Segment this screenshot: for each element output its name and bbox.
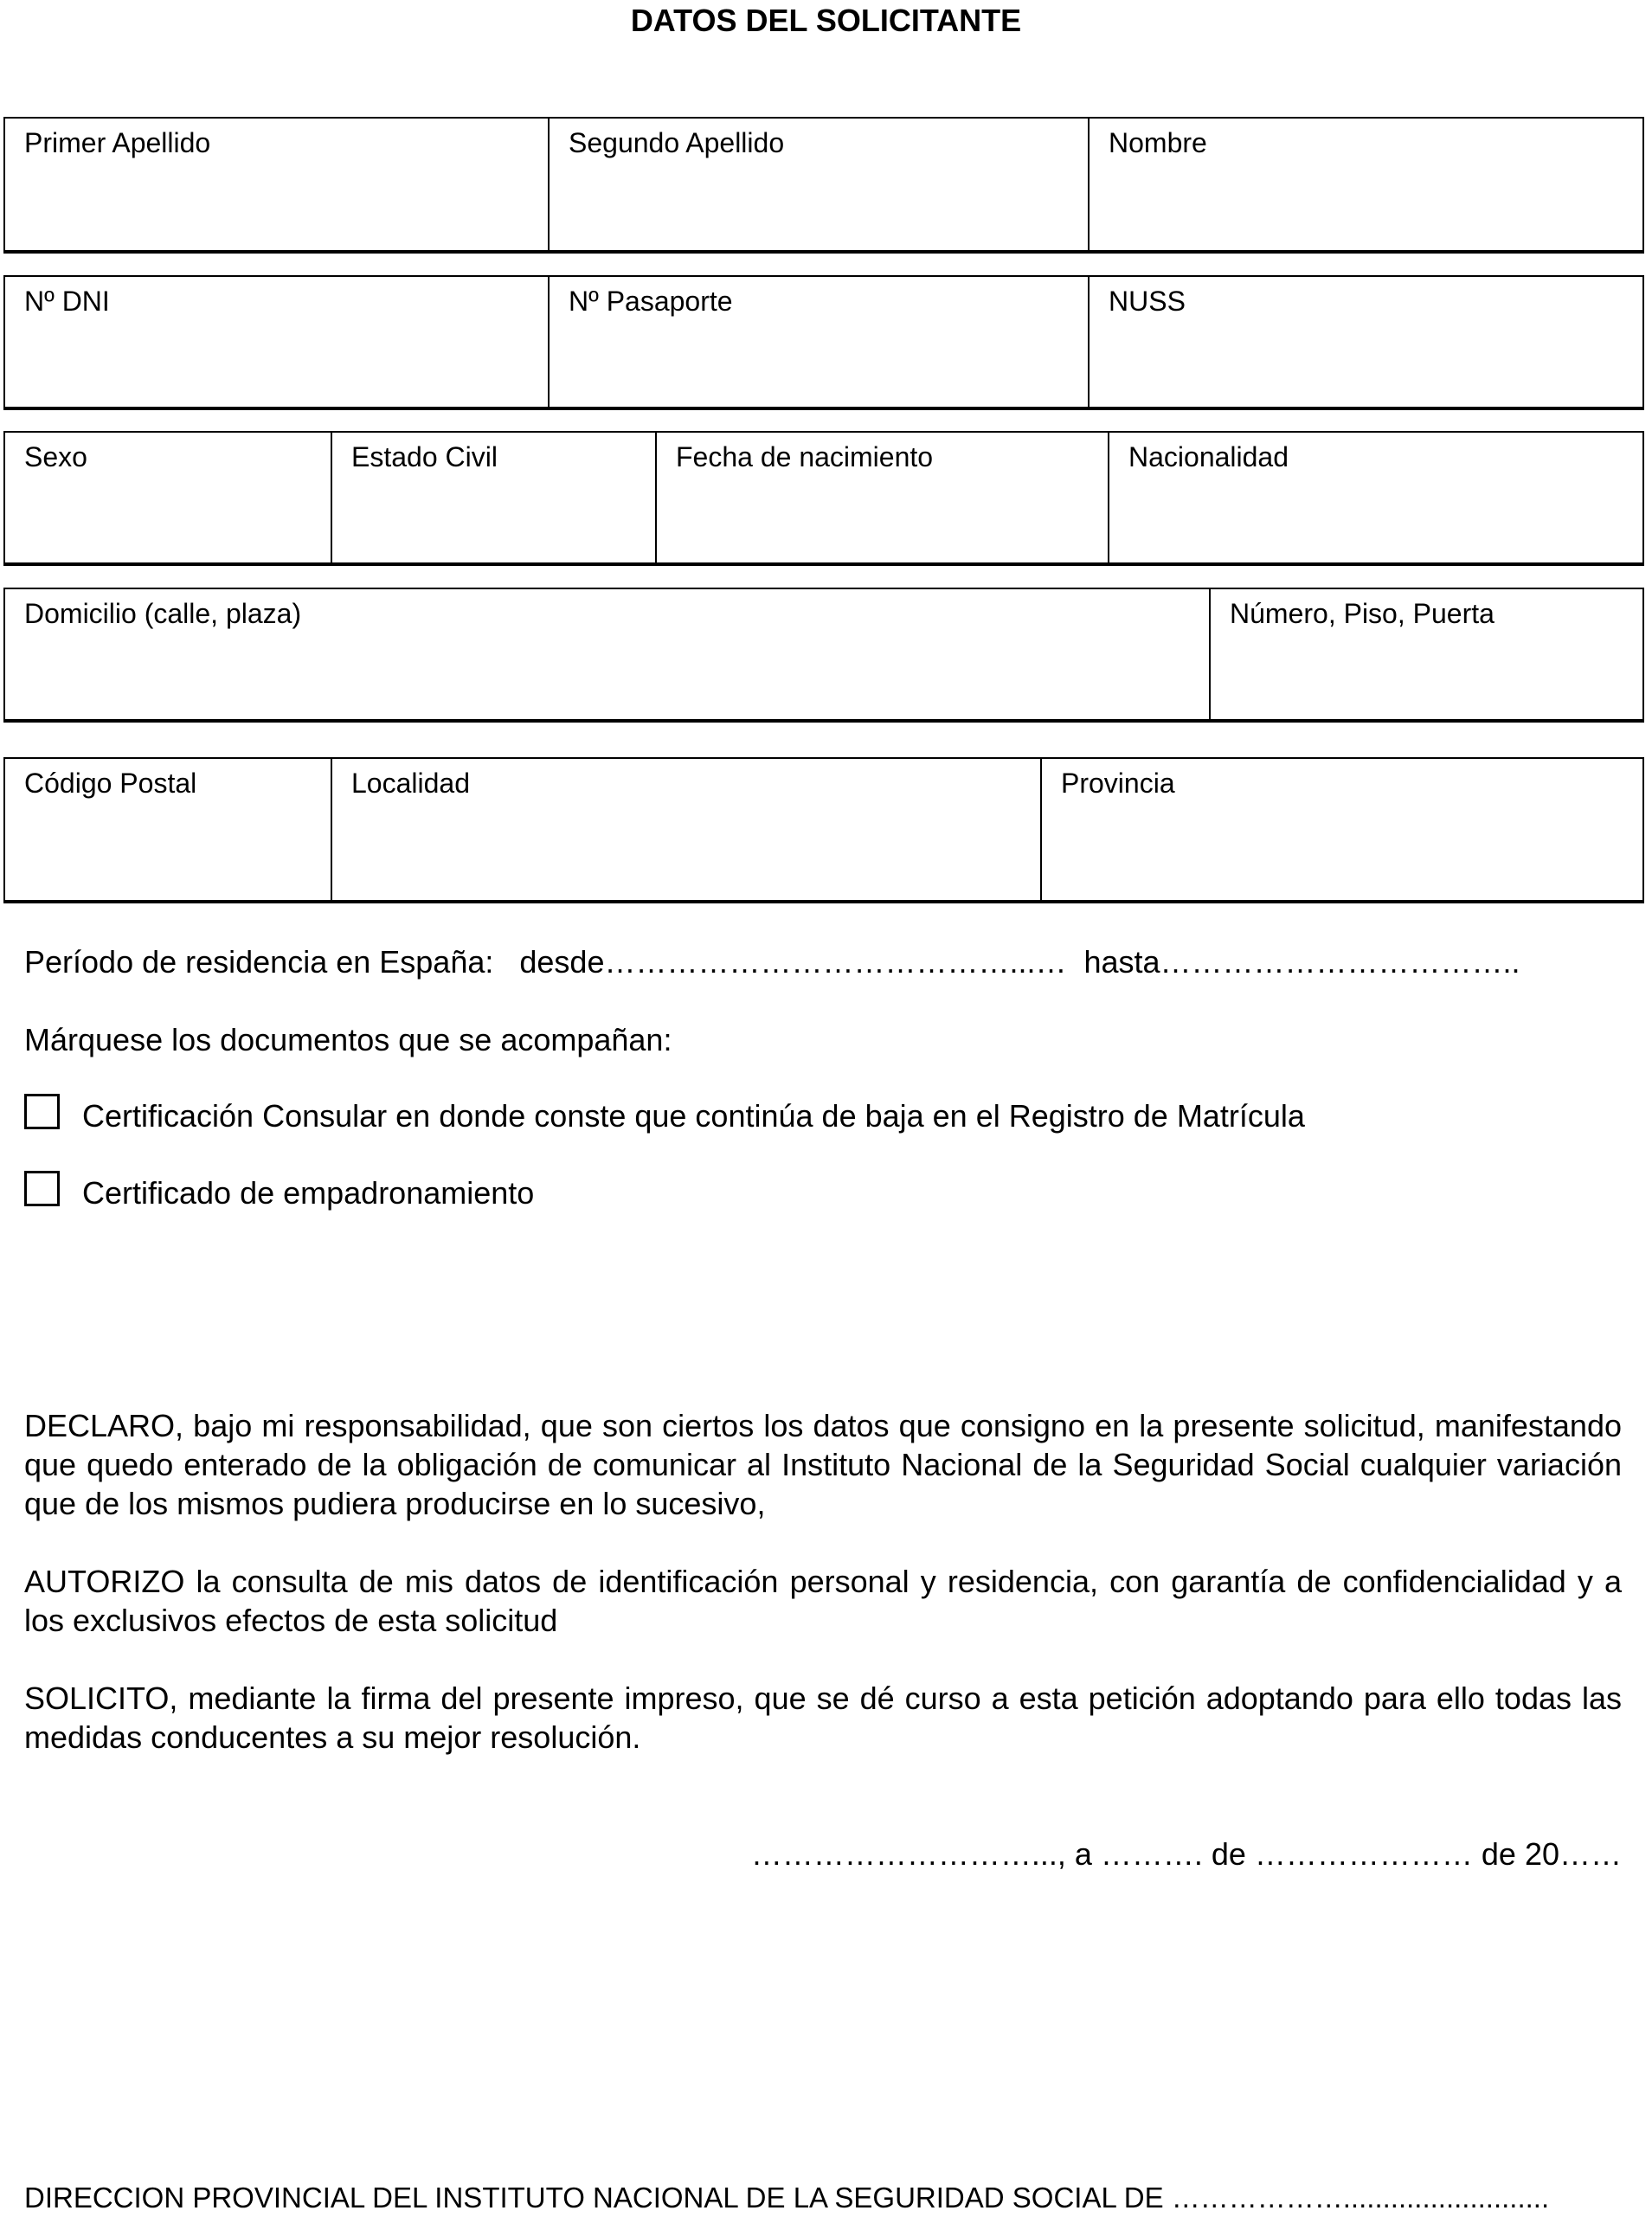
field-label: Nacionalidad [1128,441,1289,472]
field-segundo-apellido[interactable] [548,119,1088,250]
field-label: Nº Pasaporte [569,286,733,317]
declaration-autorizo: AUTORIZO la consulta de mis datos de identificación personal y residencia, con garantía de confidencialidad y a los exclusivos efectos de esta solicitud [24,1564,1622,1638]
declaration-solicito: SOLICITO, mediante la firma del presente impreso, que se dé curso a esta petición adoptando para ello todas las medidas conducentes a su mejor resolución. [24,1680,1622,1755]
checkbox-certificado-empadronamiento[interactable] [24,1171,60,1206]
field-fecha-nacimiento[interactable] [655,433,1108,562]
field-label: Nº DNI [24,286,110,317]
field-label: Segundo Apellido [569,127,785,158]
field-label: Provincia [1061,768,1175,799]
field-numero-piso-puerta[interactable] [1209,589,1642,719]
field-estado-civil[interactable] [331,433,655,562]
field-sexo[interactable] [5,433,331,562]
place-date-line[interactable]: ………………………..., a ………. de ………………… de 20…… [750,1836,1622,1872]
field-dni[interactable] [5,277,548,407]
field-nombre[interactable] [1088,119,1642,250]
declaration-declaro: DECLARO, bajo mi responsabilidad, que son ciertos los datos que consigno en la presente solicitud, manifestando que quedo enterado de la obligación de comunicar al Instituto Nacional de la Seguridad Social cualquier variación que de los mismos pudiera producirse en lo sucesivo, [24,1408,1622,1521]
checkbox-label: Certificado de empadronamiento [82,1175,535,1211]
checkbox-certificacion-consular[interactable] [24,1094,60,1129]
field-label: Estado Civil [351,441,498,472]
form-row-personal [3,431,1644,566]
field-label: Nombre [1109,127,1207,158]
field-label: Domicilio (calle, plaza) [24,598,302,629]
form-row-location [3,757,1644,903]
residence-period-line[interactable]: Período de residencia en España: desde…………………………………...… hasta…………………………….. [24,944,1520,980]
form-row-names [3,117,1644,254]
footer-direccion-provincial: DIRECCION PROVINCIAL DEL INSTITUTO NACIONAL DE LA SEGURIDAD SOCIAL DE ……………….......................... [24,2182,1550,2214]
field-label: Sexo [24,441,87,472]
field-provincia[interactable] [1040,759,1642,900]
page-title: DATOS DEL SOLICITANTE [630,3,1022,38]
field-pasaporte[interactable] [548,277,1088,407]
form-row-ids [3,275,1644,410]
field-primer-apellido[interactable] [5,119,548,250]
field-label: NUSS [1109,286,1186,317]
documents-heading: Márquese los documentos que se acompañan: [24,1022,672,1057]
checkbox-label: Certificación Consular en donde conste que continúa de baja en el Registro de Matrícula [82,1098,1305,1134]
field-label: Número, Piso, Puerta [1230,598,1495,629]
form-row-address [3,588,1644,723]
field-nacionalidad[interactable] [1108,433,1642,562]
field-label: Fecha de nacimiento [676,441,934,472]
field-nuss[interactable] [1088,277,1642,407]
field-label: Código Postal [24,768,197,799]
field-label: Localidad [351,768,470,799]
field-domicilio[interactable] [5,589,1209,719]
field-label: Primer Apellido [24,127,211,158]
field-localidad[interactable] [331,759,1040,900]
field-codigo-postal[interactable] [5,759,331,900]
